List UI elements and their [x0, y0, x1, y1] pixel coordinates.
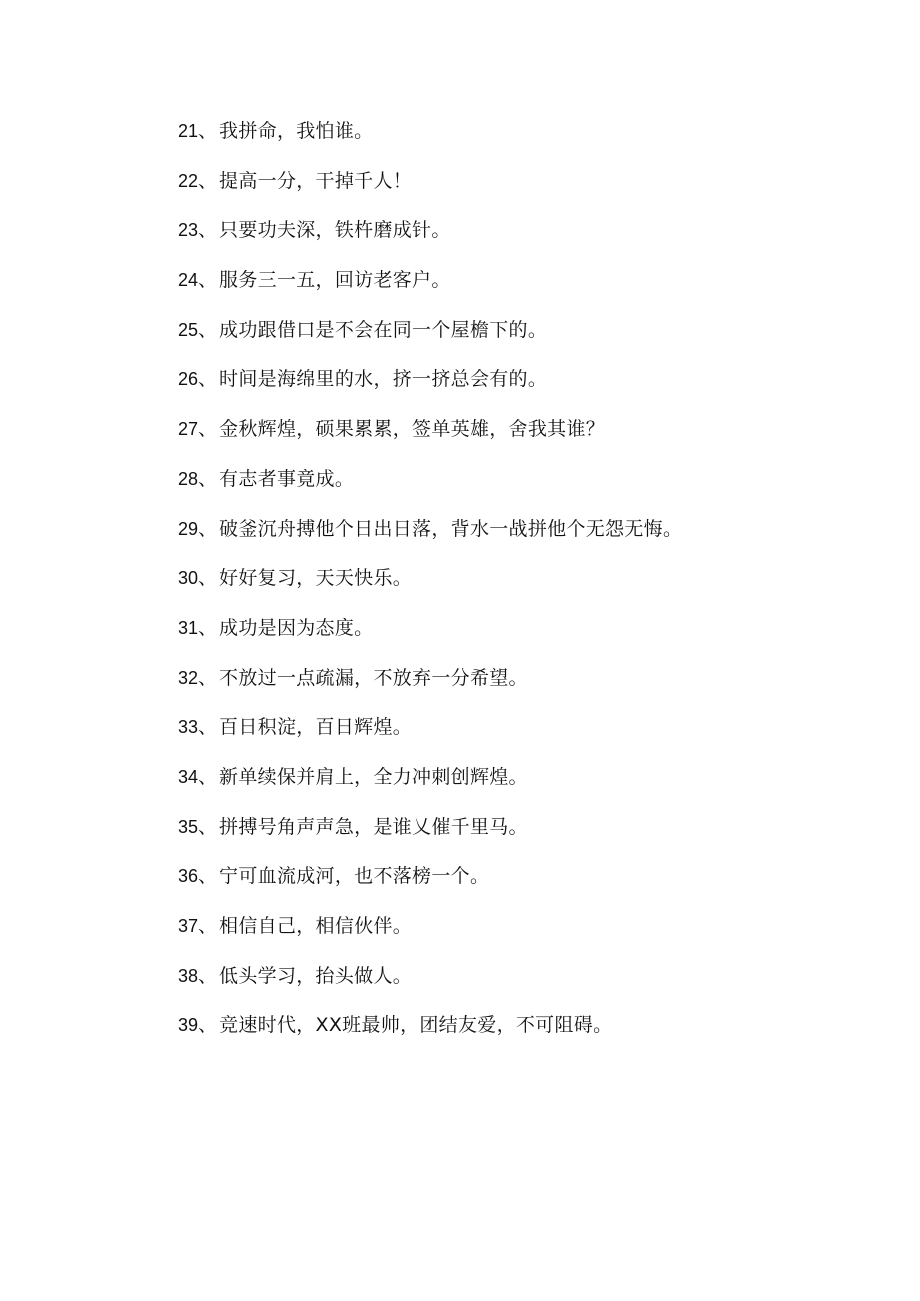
item-text: 拼搏号角声声急，是谁乂催千里马。: [219, 815, 528, 838]
item-number: 30: [178, 568, 199, 589]
list-item: [178, 960, 878, 1010]
item-number: 24: [178, 270, 199, 291]
list-item: [178, 811, 878, 861]
item-number: 21: [178, 121, 199, 141]
item-separator: 、: [198, 169, 218, 192]
item-separator: 、: [198, 964, 218, 987]
list-item: [178, 363, 878, 413]
item-text: 破釜沉舟搏他个日出日落，背水一战拼他个无怨无悔。: [219, 517, 683, 540]
list-item: [178, 513, 878, 563]
item-number: 36: [178, 866, 199, 887]
item-number: 37: [178, 916, 199, 936]
item-number: 38: [178, 965, 199, 986]
item-number: 33: [178, 717, 199, 738]
item-text: 好好复习，天天快乐。: [219, 567, 413, 590]
item-separator: 、: [198, 915, 218, 937]
item-separator: 、: [198, 616, 218, 639]
item-number: 32: [178, 667, 199, 688]
item-number: 34: [178, 766, 199, 787]
item-text: 有志者事竟成。: [219, 467, 355, 490]
list-item: [178, 761, 878, 811]
list-item: [178, 214, 878, 264]
list-item: [178, 860, 878, 910]
item-number: 27: [178, 419, 199, 440]
item-number: 22: [178, 170, 199, 191]
list-item: [178, 711, 878, 761]
item-text: 金秋辉煌，硕果累累，签单英雄，舍我其谁？: [219, 418, 606, 441]
item-separator: 、: [198, 716, 218, 739]
item-number: 28: [178, 468, 199, 489]
slogan-list: [178, 115, 878, 1059]
list-item: [178, 463, 878, 513]
item-text: 服务三一五，回访老客户。: [219, 269, 451, 292]
item-separator: 、: [198, 368, 218, 391]
list-item: [178, 562, 878, 612]
item-separator: 、: [198, 666, 218, 689]
list-item: [178, 910, 878, 960]
item-separator: 、: [198, 219, 218, 242]
list-item: [178, 662, 878, 712]
item-text: 我拼命，我怕谁。: [219, 120, 374, 142]
item-number: 35: [178, 816, 199, 837]
item-separator: 、: [198, 418, 218, 441]
item-text: 时间是海绵里的水，挤一挤总会有的。: [219, 368, 548, 391]
item-text: 相信自己，相信伙伴。: [219, 915, 413, 937]
item-number: 29: [178, 518, 199, 539]
item-text: 成功跟借口是不会在同一个屋檐下的。: [219, 318, 548, 341]
item-text: 成功是因为态度。: [219, 616, 374, 639]
item-separator: 、: [198, 269, 218, 292]
item-text: 宁可血流成河，也不落榜一个。: [219, 865, 490, 888]
item-number: 31: [178, 617, 199, 638]
list-item: [178, 612, 878, 662]
list-item: [178, 165, 878, 215]
item-number: 39: [178, 1015, 199, 1036]
item-text: 竞速时代，XX班最帅，团结友爱，不可阻碍。: [219, 1014, 613, 1037]
item-text: 不放过一点疏漏，不放弃一分希望。: [219, 666, 528, 689]
list-item: [178, 264, 878, 314]
item-separator: 、: [198, 318, 218, 341]
item-text: 提高一分，干掉千人！: [219, 169, 413, 192]
item-number: 25: [178, 319, 199, 340]
item-text: 百日积淀，百日辉煌。: [219, 716, 413, 739]
item-separator: 、: [198, 467, 218, 490]
list-item: [178, 314, 878, 364]
item-separator: 、: [198, 815, 218, 838]
item-separator: 、: [198, 517, 218, 540]
list-item: [178, 115, 878, 165]
item-text: 只要功夫深，铁杵磨成针。: [219, 219, 451, 242]
item-number: 26: [178, 369, 199, 390]
list-item: [178, 413, 878, 463]
item-separator: 、: [198, 120, 218, 142]
item-text: 新单续保并肩上，全力冲刺创辉煌。: [219, 765, 528, 788]
list-item: [178, 1009, 878, 1059]
item-separator: 、: [198, 567, 218, 590]
item-separator: 、: [198, 865, 218, 888]
item-separator: 、: [198, 1014, 218, 1037]
item-separator: 、: [198, 765, 218, 788]
item-text: 低头学习，抬头做人。: [219, 964, 413, 987]
item-number: 23: [178, 220, 199, 241]
